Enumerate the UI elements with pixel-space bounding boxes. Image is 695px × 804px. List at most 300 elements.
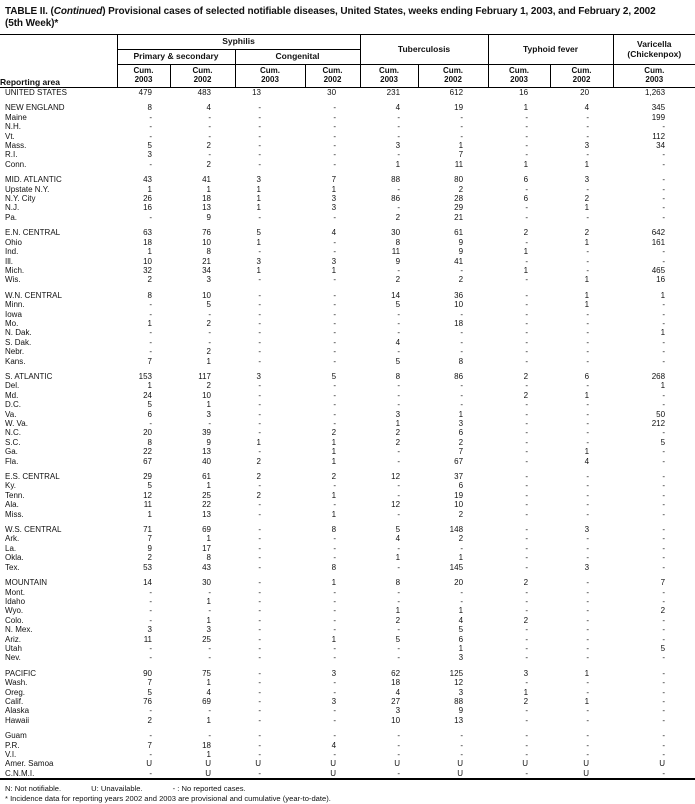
value-cell-tuberculosis_cum2002: 10 [454,300,464,310]
row-label: N.Y. City [5,194,36,204]
value-cell-tuberculosis_cum2002: - [460,337,464,347]
value-cell-typhoid_cum2003: - [525,328,529,338]
value-cell-typhoid_cum2003: - [525,768,529,778]
value-cell-typhoid_cum2003: 2 [523,578,529,588]
value-cell-syphilis_cong_cum2003: - [258,706,261,716]
value-cell-tuberculosis_cum2002: 9 [458,247,464,257]
value-cell-tuberculosis_cum2003: - [397,400,401,410]
value-cell-syphilis_cong_cum2003: - [258,525,261,535]
value-cell-tuberculosis_cum2003: - [397,643,401,653]
value-cell-syphilis_ps_cum2002: 9 [206,437,211,447]
row-label: N. Dak. [5,328,32,338]
table-row [0,213,695,222]
value-cell-syphilis_cong_cum2002: 3 [331,194,337,204]
value-cell-typhoid_cum2002: 1 [584,447,590,457]
value-cell-syphilis_cong_cum2002: - [333,706,337,716]
title-line2: (5th Week)* [5,17,59,29]
value-cell-syphilis_cong_cum2003: - [258,318,261,328]
value-cell-typhoid_cum2002: - [586,150,590,160]
value-cell-syphilis_cong_cum2003: - [258,112,261,122]
value-cell-syphilis_ps_cum2002: 10 [202,390,211,400]
value-cell-tuberculosis_cum2002: 8 [458,356,464,366]
value-cell-syphilis_ps_cum2002: 18 [202,740,211,750]
value-cell-syphilis_ps_cum2003: 3 [147,625,152,635]
col-header-tuberculosis-cum-2002: Cum. 2002 [418,65,488,88]
value-cell-tuberculosis_cum2003: U [394,759,401,769]
value-cell-syphilis_cong_cum2003: - [258,419,261,428]
value-cell-syphilis_cong_cum2003: - [258,131,261,141]
value-cell-typhoid_cum2002: - [586,740,590,750]
value-cell-syphilis_ps_cum2002: 5 [206,300,211,310]
value-cell-syphilis_ps_cum2002: 22 [202,500,211,510]
value-cell-tuberculosis_cum2003: - [397,347,401,357]
value-cell-typhoid_cum2003: - [525,472,529,482]
row-label: W.S. CENTRAL [5,525,62,535]
table-row [0,688,695,697]
value-cell-syphilis_cong_cum2002: - [333,290,337,300]
value-cell-syphilis_cong_cum2003: - [258,103,261,113]
value-cell-syphilis_ps_cum2003: 9 [147,543,152,553]
value-cell-tuberculosis_cum2002: 36 [454,290,464,300]
value-cell-tuberculosis_cum2002: 145 [449,562,464,572]
value-cell-typhoid_cum2003: - [525,419,529,428]
value-cell-syphilis_cong_cum2002: - [333,300,337,310]
table-row [0,716,695,725]
value-cell-typhoid_cum2003: - [525,356,529,366]
value-cell-tuberculosis_cum2003: 9 [395,256,401,266]
value-cell-syphilis_cong_cum2002: - [333,112,337,122]
value-cell-tuberculosis_cum2002: - [460,328,464,338]
value-cell-varicella_cum2003: 161 [651,237,666,247]
value-cell-syphilis_ps_cum2003: 7 [147,740,152,750]
value-cell-tuberculosis_cum2002: 7 [458,447,464,457]
table-row [0,357,695,366]
value-cell-syphilis_cong_cum2002: 7 [331,175,337,185]
value-cell-syphilis_ps_cum2002: U [205,768,211,778]
value-cell-tuberculosis_cum2003: 2 [395,275,401,285]
value-cell-tuberculosis_cum2003: - [397,740,401,750]
value-cell-typhoid_cum2003: - [525,543,529,553]
value-cell-syphilis_ps_cum2003: - [149,596,152,606]
notifiable-diseases-table [0,34,695,780]
value-cell-typhoid_cum2002: - [586,678,590,688]
value-cell-syphilis_ps_cum2003: U [146,759,152,769]
table-row-region [0,228,695,237]
row-label: N. Mex. [5,625,33,635]
value-cell-syphilis_cong_cum2002: - [333,687,337,697]
value-cell-syphilis_ps_cum2003: 153 [138,371,152,381]
value-cell-syphilis_ps_cum2003: 7 [147,678,152,688]
value-cell-syphilis_ps_cum2002: 1 [206,678,211,688]
value-cell-tuberculosis_cum2002: - [460,596,464,606]
value-cell-syphilis_cong_cum2002: 3 [331,668,337,678]
value-cell-syphilis_ps_cum2002: - [208,653,211,663]
value-cell-syphilis_ps_cum2003: 90 [143,668,152,678]
value-cell-syphilis_ps_cum2002: - [208,112,211,122]
value-cell-tuberculosis_cum2002: 1 [458,141,464,151]
value-cell-tuberculosis_cum2003: - [397,328,401,338]
table-row [0,553,695,562]
value-cell-typhoid_cum2003: - [525,653,529,663]
row-label: N.C. [5,428,21,438]
value-cell-typhoid_cum2002: - [586,247,590,257]
row-label: Calif. [5,696,24,706]
row-label: R.I. [5,150,18,160]
value-cell-syphilis_cong_cum2002: - [333,159,337,169]
value-cell-syphilis_cong_cum2003: - [258,643,261,653]
value-cell-syphilis_cong_cum2002: - [333,122,337,132]
value-cell-tuberculosis_cum2002: - [460,309,464,319]
value-cell-syphilis_cong_cum2003: U [255,759,261,769]
value-cell-tuberculosis_cum2003: - [397,122,401,132]
value-cell-tuberculosis_cum2003: 12 [391,500,401,510]
value-cell-typhoid_cum2002: - [586,534,590,544]
value-cell-typhoid_cum2002: - [586,553,590,563]
value-cell-syphilis_ps_cum2003: 76 [143,696,152,706]
value-cell-typhoid_cum2002: 20 [580,88,590,97]
value-cell-varicella_cum2003: 1 [660,290,666,300]
value-cell-typhoid_cum2003: - [525,112,529,122]
footnote-legend [5,784,690,794]
value-cell-typhoid_cum2002: - [586,509,590,519]
value-cell-syphilis_ps_cum2003: 2 [147,275,152,285]
value-cell-varicella_cum2003: - [662,428,666,438]
table-row [0,300,695,309]
value-cell-varicella_cum2003: 642 [651,228,666,238]
table-row [0,338,695,347]
row-label: MOUNTAIN [5,578,48,588]
value-cell-syphilis_ps_cum2003: 3 [147,150,152,160]
value-cell-syphilis_cong_cum2003: 1 [256,437,261,447]
value-cell-tuberculosis_cum2003: - [397,750,401,759]
value-cell-typhoid_cum2002: - [586,400,590,410]
table-body [0,88,695,780]
value-cell-varicella_cum2003: - [662,625,666,635]
value-cell-varicella_cum2003: - [662,668,666,678]
value-cell-syphilis_cong_cum2003: - [258,500,261,510]
value-cell-syphilis_ps_cum2002: U [205,759,211,769]
row-label: Tex. [5,562,20,572]
value-cell-syphilis_cong_cum2002: 1 [331,456,337,466]
value-cell-syphilis_cong_cum2003: - [258,625,261,635]
value-cell-tuberculosis_cum2002: 28 [454,194,464,204]
value-cell-varicella_cum2003: - [662,256,666,266]
value-cell-syphilis_ps_cum2002: 1 [206,400,211,410]
row-label: Mont. [5,587,26,597]
value-cell-syphilis_cong_cum2003: - [258,606,261,616]
value-cell-syphilis_ps_cum2002: 21 [202,256,211,266]
value-cell-syphilis_ps_cum2002: 2 [206,347,211,357]
value-cell-syphilis_ps_cum2003: - [149,768,152,778]
value-cell-syphilis_ps_cum2003: - [149,159,152,169]
value-cell-tuberculosis_cum2002: 4 [458,615,464,625]
value-cell-typhoid_cum2003: - [525,337,529,347]
value-cell-syphilis_ps_cum2002: - [208,606,211,616]
value-cell-syphilis_cong_cum2002: 2 [331,472,337,482]
row-label: Colo. [5,615,24,625]
value-cell-typhoid_cum2003: - [525,300,529,310]
value-cell-syphilis_ps_cum2002: - [208,643,211,653]
table-row [0,759,695,768]
value-cell-tuberculosis_cum2002: 19 [454,103,464,113]
value-cell-typhoid_cum2002: - [586,265,590,275]
table-row-region [0,472,695,481]
value-cell-syphilis_cong_cum2002: 3 [331,256,337,266]
value-cell-syphilis_ps_cum2002: 40 [202,456,211,466]
value-cell-syphilis_cong_cum2002: - [333,356,337,366]
value-cell-syphilis_ps_cum2002: 18 [202,194,211,204]
value-cell-varicella_cum2003: - [662,740,666,750]
value-cell-varicella_cum2003: 465 [651,265,666,275]
value-cell-typhoid_cum2003: - [525,212,529,222]
value-cell-syphilis_cong_cum2002: - [333,212,337,222]
value-cell-syphilis_ps_cum2003: 12 [143,490,152,500]
value-cell-syphilis_ps_cum2002: 25 [202,634,211,644]
value-cell-tuberculosis_cum2003: 1 [395,553,401,563]
value-cell-typhoid_cum2002: - [586,625,590,635]
value-cell-tuberculosis_cum2002: 86 [454,371,464,381]
value-cell-typhoid_cum2003: - [525,290,529,300]
table-row [0,544,695,553]
row-label: W.N. CENTRAL [5,290,62,300]
value-cell-syphilis_cong_cum2003: - [258,731,261,741]
row-label: N.J. [5,203,20,213]
value-cell-varicella_cum2003: 5 [660,643,666,653]
value-cell-typhoid_cum2003: - [525,490,529,500]
value-cell-varicella_cum2003: - [662,247,666,257]
value-cell-syphilis_ps_cum2002: 1 [206,481,211,491]
value-cell-varicella_cum2003: - [662,587,666,597]
value-cell-syphilis_ps_cum2002: 10 [202,290,211,300]
value-cell-syphilis_cong_cum2002: - [333,750,337,759]
value-cell-syphilis_ps_cum2003: 1 [147,509,152,519]
value-cell-syphilis_ps_cum2003: 5 [147,400,152,410]
value-cell-tuberculosis_cum2002: 10 [454,500,464,510]
table-row-region [0,88,695,98]
table-row [0,706,695,715]
value-cell-typhoid_cum2003: 2 [523,228,529,238]
value-cell-typhoid_cum2002: - [586,615,590,625]
value-cell-syphilis_cong_cum2003: - [258,447,261,457]
value-cell-syphilis_cong_cum2002: - [333,103,337,113]
value-cell-syphilis_ps_cum2003: - [149,337,152,347]
value-cell-tuberculosis_cum2002: - [460,740,464,750]
table-row [0,534,695,543]
table-row [0,447,695,456]
value-cell-tuberculosis_cum2003: 62 [391,668,401,678]
value-cell-tuberculosis_cum2003: - [397,265,401,275]
value-cell-typhoid_cum2002: 4 [584,103,590,113]
value-cell-typhoid_cum2002: - [586,212,590,222]
value-cell-typhoid_cum2003: 2 [523,390,529,400]
value-cell-syphilis_ps_cum2002: - [208,337,211,347]
value-cell-varicella_cum2003: - [662,356,666,366]
value-cell-syphilis_cong_cum2003: - [258,309,261,319]
value-cell-typhoid_cum2003: 1 [523,103,529,113]
value-cell-syphilis_cong_cum2003: 1 [256,194,261,204]
value-cell-typhoid_cum2002: - [586,653,590,663]
value-cell-tuberculosis_cum2002: 1 [458,643,464,653]
row-label: Oreg. [5,687,26,697]
value-cell-syphilis_cong_cum2003: - [258,481,261,491]
value-cell-syphilis_cong_cum2002: - [333,381,337,391]
value-cell-syphilis_cong_cum2002: - [333,247,337,257]
table-row [0,741,695,750]
table-row [0,400,695,409]
value-cell-typhoid_cum2002: - [586,481,590,491]
row-label: Hawaii [5,715,30,725]
row-label: Ohio [5,237,22,247]
footnote-no-reported-cases: - : No reported cases. [172,784,246,794]
value-cell-typhoid_cum2003: - [525,731,529,741]
value-cell-syphilis_ps_cum2003: - [149,328,152,338]
value-cell-syphilis_cong_cum2003: 13 [252,88,261,97]
value-cell-tuberculosis_cum2003: - [397,318,401,328]
row-label: Idaho [5,596,26,606]
value-cell-typhoid_cum2002: - [586,131,590,141]
value-cell-syphilis_ps_cum2003: - [149,212,152,222]
value-cell-syphilis_ps_cum2002: 2 [206,141,211,151]
value-cell-varicella_cum2003: - [662,615,666,625]
value-cell-syphilis_ps_cum2002: - [208,731,211,741]
value-cell-tuberculosis_cum2003: 8 [395,578,401,588]
value-cell-varicella_cum2003: 1 [660,328,666,338]
table-row [0,141,695,150]
value-cell-typhoid_cum2002: - [586,347,590,357]
col-header-congenital-cum-2003: Cum. 2003 [235,65,305,88]
value-cell-tuberculosis_cum2003: - [397,562,401,572]
value-cell-varicella_cum2003: - [662,653,666,663]
value-cell-varicella_cum2003: - [662,472,666,482]
table-row [0,410,695,419]
value-cell-tuberculosis_cum2002: 12 [454,678,464,688]
value-cell-syphilis_ps_cum2003: - [149,706,152,716]
value-cell-tuberculosis_cum2002: 2 [458,275,464,285]
value-cell-syphilis_ps_cum2002: - [208,419,211,428]
value-cell-tuberculosis_cum2003: - [397,490,401,500]
table-row-region [0,291,695,300]
table-row [0,113,695,122]
value-cell-tuberculosis_cum2003: 8 [395,237,401,247]
col-header-syphilis-ps-cum-2002: Cum. 2002 [170,65,235,88]
footnote-incidence: * Incidence data for reporting years 2002 and 2003 are provisional and cumulative (year-to-date). [5,794,331,804]
table-row [0,257,695,266]
value-cell-tuberculosis_cum2003: 3 [395,409,401,419]
value-cell-syphilis_cong_cum2003: - [258,534,261,544]
value-cell-typhoid_cum2003: - [525,625,529,635]
value-cell-syphilis_ps_cum2002: 8 [206,553,211,563]
value-cell-tuberculosis_cum2003: 4 [395,337,401,347]
value-cell-syphilis_cong_cum2003: - [258,212,261,222]
value-cell-typhoid_cum2002: 2 [584,194,590,204]
value-cell-typhoid_cum2003: U [522,759,529,769]
value-cell-typhoid_cum2003: - [525,275,529,285]
value-cell-varicella_cum2003: - [662,337,666,347]
table-row [0,185,695,194]
table-row-region [0,578,695,587]
value-cell-syphilis_ps_cum2002: - [208,587,211,597]
value-cell-tuberculosis_cum2003: - [397,184,401,194]
value-cell-syphilis_ps_cum2002: 69 [202,525,211,535]
value-cell-syphilis_cong_cum2003: - [258,678,261,688]
value-cell-syphilis_cong_cum2002: 1 [331,509,337,519]
value-cell-syphilis_ps_cum2003: - [149,606,152,616]
row-label: Nev. [5,653,21,663]
value-cell-typhoid_cum2002: - [586,112,590,122]
table-row [0,597,695,606]
value-cell-syphilis_cong_cum2003: 1 [256,203,261,213]
value-cell-syphilis_cong_cum2003: - [258,715,261,725]
value-cell-tuberculosis_cum2002: - [460,122,464,132]
value-cell-tuberculosis_cum2002: 3 [458,653,464,663]
value-cell-syphilis_ps_cum2002: 75 [202,668,211,678]
value-cell-tuberculosis_cum2003: - [397,768,401,778]
value-cell-typhoid_cum2002: - [586,490,590,500]
row-label: Del. [5,381,20,391]
value-cell-syphilis_cong_cum2003: - [258,122,261,132]
value-cell-syphilis_cong_cum2003: 3 [256,371,261,381]
value-cell-tuberculosis_cum2003: 5 [395,634,401,644]
value-cell-varicella_cum2003: 345 [651,103,666,113]
value-cell-tuberculosis_cum2003: - [397,481,401,491]
value-cell-syphilis_cong_cum2002: 30 [327,88,337,97]
table-row [0,347,695,356]
value-cell-typhoid_cum2002: 1 [584,290,590,300]
value-cell-syphilis_ps_cum2002: 39 [202,428,211,438]
value-cell-varicella_cum2003: - [662,212,666,222]
value-cell-syphilis_ps_cum2003: 18 [143,237,152,247]
row-label: Iowa [5,309,22,319]
value-cell-syphilis_cong_cum2002: 1 [331,490,337,500]
value-cell-syphilis_cong_cum2002: - [333,347,337,357]
value-cell-syphilis_cong_cum2003: 2 [256,472,261,482]
value-cell-typhoid_cum2002: 1 [584,300,590,310]
value-cell-typhoid_cum2002: - [586,596,590,606]
table-row [0,275,695,284]
value-cell-typhoid_cum2002: U [583,759,590,769]
title-line1: TABLE II. (Continued) Provisional cases of selected notifiable diseases, United States, weeks ending February 1, 2003, and February 2, 2002 [5,6,656,17]
value-cell-varicella_cum2003: 7 [660,578,666,588]
value-cell-varicella_cum2003: 268 [651,371,666,381]
value-cell-typhoid_cum2003: 2 [523,696,529,706]
value-cell-typhoid_cum2002: - [586,500,590,510]
row-label: Wis. [5,275,21,285]
value-cell-tuberculosis_cum2003: 3 [395,706,401,716]
value-cell-tuberculosis_cum2003: 14 [391,290,401,300]
row-label: S. ATLANTIC [5,371,53,381]
value-cell-syphilis_ps_cum2003: - [149,309,152,319]
value-cell-syphilis_cong_cum2002: 8 [331,562,337,572]
value-cell-tuberculosis_cum2002: 2 [458,509,464,519]
value-cell-typhoid_cum2002: - [586,184,590,194]
value-cell-syphilis_ps_cum2002: - [208,309,211,319]
value-cell-tuberculosis_cum2002: 125 [449,668,464,678]
value-cell-syphilis_ps_cum2002: 1 [206,615,211,625]
value-cell-typhoid_cum2003: - [525,347,529,357]
value-cell-syphilis_ps_cum2003: 20 [143,428,152,438]
value-cell-syphilis_cong_cum2003: - [258,553,261,563]
value-cell-typhoid_cum2003: 2 [523,615,529,625]
value-cell-syphilis_cong_cum2002: - [333,653,337,663]
value-cell-tuberculosis_cum2002: U [457,759,464,769]
value-cell-syphilis_cong_cum2003: - [258,247,261,257]
value-cell-syphilis_cong_cum2003: - [258,150,261,160]
value-cell-syphilis_ps_cum2003: - [149,731,152,741]
value-cell-tuberculosis_cum2002: 6 [458,481,464,491]
value-cell-typhoid_cum2002: - [586,472,590,482]
value-cell-syphilis_ps_cum2002: 4 [206,687,211,697]
value-cell-tuberculosis_cum2002: 19 [454,490,464,500]
